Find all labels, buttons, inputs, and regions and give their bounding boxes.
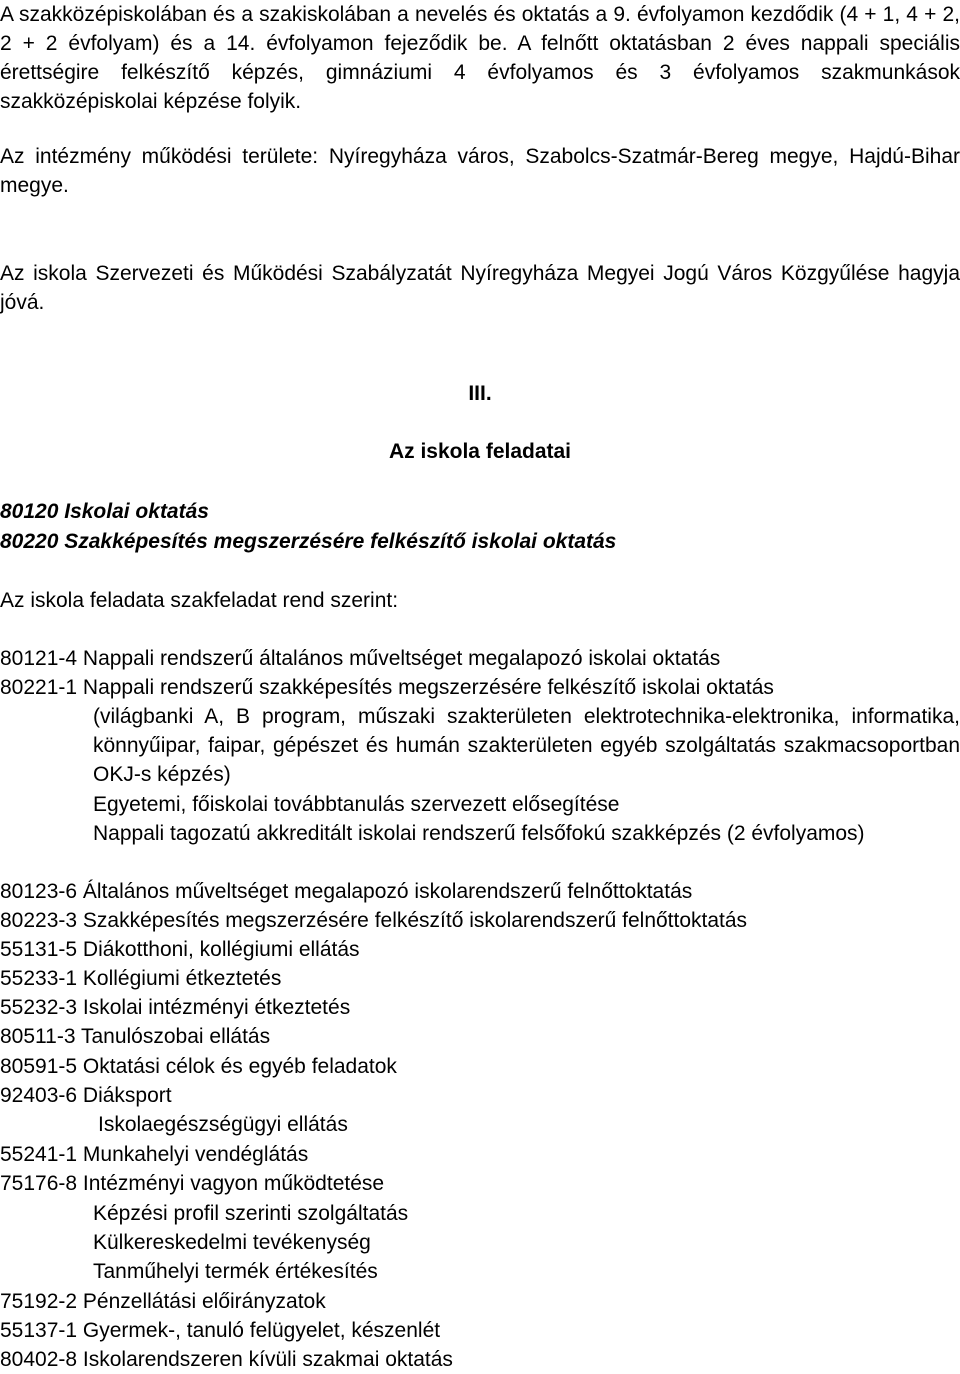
- intro-paragraph: A szakközépiskolában és a szakiskolában a nevelés és oktatás a 9. évfolyamon kezdődik (4 + 1, 4 + 2, 2 + 2 évfolyam) és a 14. évfolyamon fejeződik be. A felnőtt oktatásban 2 éves nappali speciális érettségire felkészítő képzés, gimnáziumi 4 évfolyamos és 3 évfolyamos szakmunkások szakközépiskolai képzése folyik.: [0, 3, 960, 113]
- list-item: 80591-5 Oktatási célok és egyéb feladatok: [0, 1055, 397, 1078]
- list-item: 80223-3 Szakképesítés megszerzésére felkészítő iskolarendszerű felnőttoktatás: [0, 909, 748, 932]
- list-item: 80123-6 Általános műveltséget megalapozó iskolarendszerű felnőttoktatás: [0, 880, 693, 903]
- task-code: 80220 Szakképesítés megszerzésére felkészítő iskolai oktatás: [0, 530, 617, 553]
- list-item: 55233-1 Kollégiumi étkeztetés: [0, 967, 282, 990]
- list-item: 75192-2 Pénzellátási előirányzatok: [0, 1290, 326, 1313]
- list-item: 55137-1 Gyermek-, tanuló felügyelet, készenlét: [0, 1319, 441, 1342]
- list-item-sub: Képzési profil szerinti szolgáltatás: [93, 1202, 409, 1225]
- list-item: 92403-6 Diáksport: [0, 1084, 172, 1107]
- list-item-detail: (világbanki A, B program, műszaki szakterületen elektrotechnika-elektronika, informatika, könnyűipar, faipar, gépészet és humán szakterületen egyéb szolgáltatás szakmacsoportban OKJ-s képzés): [93, 705, 960, 786]
- list-item-sub: Nappali tagozatú akkreditált iskolai rendszerű felsőfokú szakképzés (2 évfolyamos): [93, 822, 865, 845]
- approval-paragraph: Az iskola Szervezeti és Működési Szabályzatát Nyíregyháza Megyei Jogú Város Közgyűlése hagyja jóvá.: [0, 262, 960, 314]
- list-item-sub: Iskolaegészségügyi ellátás: [98, 1113, 348, 1136]
- list-item: 80511-3 Tanulószobai ellátás: [0, 1025, 271, 1048]
- list-item-sub: Tanműhelyi termék értékesítés: [93, 1260, 378, 1283]
- section-title: Az iskola feladatai: [388, 440, 572, 463]
- list-intro: Az iskola feladata szakfeladat rend szerint:: [0, 589, 399, 612]
- list-item: 80121-4 Nappali rendszerű általános műveltséget megalapozó iskolai oktatás: [0, 647, 721, 670]
- section-number: III.: [468, 382, 492, 405]
- task-code: 80120 Iskolai oktatás: [0, 500, 209, 523]
- list-item: 55232-3 Iskolai intézményi étkeztetés: [0, 996, 351, 1019]
- list-item: 80402-8 Iskolarendszeren kívüli szakmai oktatás: [0, 1348, 453, 1371]
- list-item: 75176-8 Intézményi vagyon működtetése: [0, 1172, 385, 1195]
- list-item-sub: Egyetemi, főiskolai továbbtanulás szervezett elősegítése: [93, 793, 620, 816]
- list-item: 55241-1 Munkahelyi vendéglátás: [0, 1143, 309, 1166]
- operating-area-paragraph: Az intézmény működési területe: Nyíregyháza város, Szabolcs-Szatmár-Bereg megye, Hajdú-Bihar megye.: [0, 145, 960, 197]
- list-item: 80221-1 Nappali rendszerű szakképesítés megszerzésére felkészítő iskolai oktatás: [0, 676, 774, 699]
- list-item: 55131-5 Diákotthoni, kollégiumi ellátás: [0, 938, 360, 961]
- list-item-sub: Külkereskedelmi tevékenység: [93, 1231, 371, 1254]
